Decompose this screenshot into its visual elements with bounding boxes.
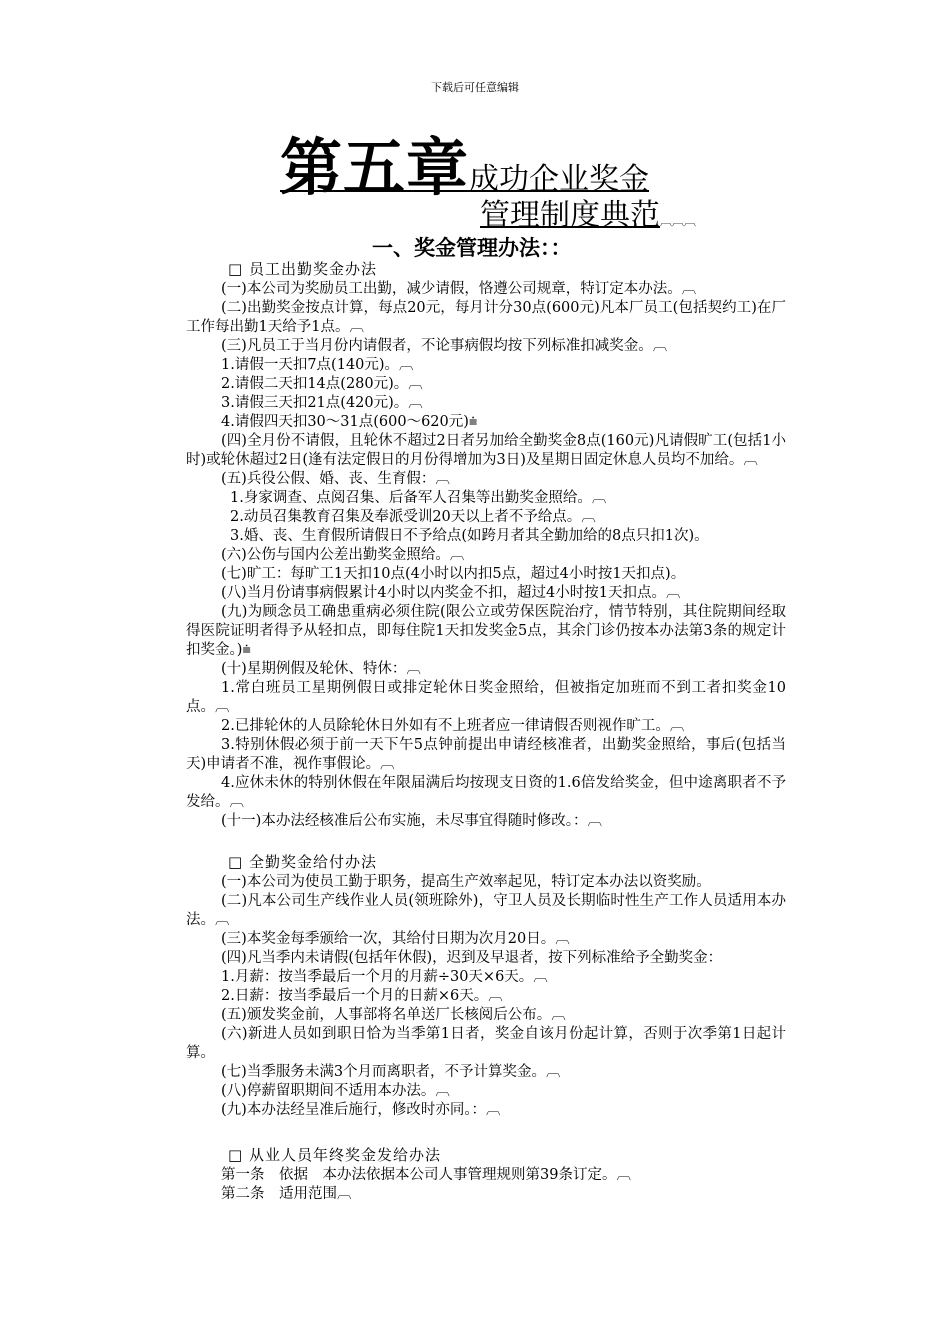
paragraph: 2.动员召集教育召集及奉派受训20天以上者不予给点。︹ — [230, 509, 596, 525]
document-body — [186, 260, 786, 1204]
paragraph: 3.特别休假必须于前一天下午5点钟前提出申请经核准者，出勤奖金照给，事后(包括当天)申请者不准，视作事假论。︹ — [186, 737, 786, 772]
block-heading: □ 全勤奖金给付办法 — [228, 853, 377, 871]
paragraph: (一)本公司为使员工勤于职务，提高生产效率起见，特订定本办法以资奖励。 — [221, 874, 711, 890]
block-heading: □ 从业人员年终奖金发给办法 — [228, 1146, 441, 1164]
paragraph: 3.请假三天扣21点(420元)。︹ — [221, 395, 423, 411]
paragraph: (四)全月份不请假，且轮休不超过2日者另加给全勤奖金8点(160元)凡请假旷工(包括1小时)或轮休超过2日(逢有法定假日的月份得增加为3日)及星期日固定休息人员均不加给。︹ — [186, 433, 786, 468]
paragraph: 4.请假四天扣30～31点(600～620元)⩧ — [221, 414, 478, 430]
chapter-title-rest: 成功企业奖金 — [469, 162, 650, 197]
chapter-title-line2 — [480, 190, 696, 234]
paragraph: 2.请假二天扣14点(280元)。︹ — [221, 376, 423, 392]
paragraph: (五)颁发奖金前，人事部将名单送厂长核阅后公布。︹ — [221, 1007, 566, 1023]
chapter-number: 第五章 — [280, 131, 470, 204]
paragraph: 3.婚、丧、生育假所请假日不予给点(如跨月者其全勤加给的8点只扣1次)。 — [230, 528, 709, 544]
paragraph: (五)兵役公假、婚、丧、生育假：︹ — [221, 471, 450, 487]
paragraph: (二)凡本公司生产线作业人员(领班除外)，守卫人员及长期临时性生产工作人员适用本办法。︹ — [186, 893, 786, 928]
section-title: 一、奖金管理办法：： — [372, 236, 572, 260]
paragraph: (三)本奖金每季颁给一次，其给付日期为次月20日。︹ — [221, 931, 570, 947]
paragraph: (七)当季服务未满3个月而离职者，不予计算奖金。︹ — [221, 1064, 561, 1080]
paragraph: (三)凡员工于当月份内请假者，不论事病假均按下列标准扣减奖金。︹ — [221, 338, 668, 354]
paragraph: (八)当月份请事病假累计4小时以内奖金不扣，超过4小时按1天扣点。︹ — [221, 585, 681, 601]
paragraph: (八)停薪留职期间不适用本办法。︹ — [221, 1083, 450, 1099]
header-note: 下载后可任意编辑 — [431, 81, 519, 94]
paragraph: 1.请假一天扣7点(140元)。︹ — [221, 357, 414, 373]
paragraph: 1.月薪：按当季最后一个月的月薪÷30天×6天。︹ — [221, 969, 548, 985]
paragraph: (九)为顾念员工确患重病必须住院(限公立或劳保医院治疗，情节特别，其住院期间经取得医院证明者得予从轻扣点，即每住院1天扣发奖金5点，其余门诊仍按本办法第3条的规定计扣奖金。)⩧ — [186, 604, 786, 658]
title-mark: ︹︹︹ — [660, 214, 697, 228]
paragraph: (六)新进人员如到职日恰为当季第1日者，奖金自该月份起计算，否则于次季第1日起计算。 — [186, 1026, 786, 1061]
paragraph: (四)凡当季内未请假(包括年休假)，迟到及早退者，按下列标准给予全勤奖金： — [221, 950, 723, 966]
paragraph: 2.已排轮休的人员除轮休日外如有不上班者应一律请假否则视作旷工。︹ — [221, 718, 685, 734]
paragraph: (六)公伤与国内公差出勤奖金照给。︹ — [221, 547, 465, 563]
spacer — [186, 1120, 786, 1146]
paragraph: (十)星期例假及轮休、特休：︹ — [221, 661, 421, 677]
paragraph: 第二条 适用范围︹ — [221, 1186, 352, 1202]
paragraph: (二)出勤奖金按点计算，每点20元，每月计分30点(600元)凡本厂员工(包括契约工)在厂工作每出勤1天给予1点。︹ — [186, 300, 786, 335]
paragraph: 2.日薪：按当季最后一个月的日薪×6天。︹ — [221, 988, 503, 1004]
paragraph: 第一条 依据 本办法依据本公司人事管理规则第39条订定。︹ — [221, 1167, 631, 1183]
paragraph: 4.应休未休的特别休假在年限届满后均按现支日资的1.6倍发给奖金，但中途离职者不予发给。︹ — [186, 775, 786, 810]
paragraph: (一)本公司为奖励员工出勤，减少请假，恪遵公司规章，特订定本办法。︹ — [221, 281, 697, 297]
chapter-title-line2-text: 管理制度典范 — [480, 198, 660, 233]
paragraph: (九)本办法经呈准后施行，修改时亦同。：︹ — [221, 1102, 501, 1118]
paragraph: 1.身家调查、点阅召集、后备军人召集等出勤奖金照给。︹ — [230, 490, 607, 506]
paragraph: 1.常白班员工星期例假日或排定轮休日奖金照给，但被指定加班而不到工者扣奖金10点。︹ — [186, 680, 786, 715]
block-heading: □ 员工出勤奖金办法 — [228, 260, 377, 278]
paragraph: (七)旷工：每旷工1天扣10点(4小时以内扣5点，超过4小时按1天扣点)。 — [221, 566, 686, 582]
spacer — [186, 831, 786, 853]
paragraph: (十一)本办法经核准后公布实施，未尽事宜得随时修改。：︹ — [221, 813, 603, 829]
